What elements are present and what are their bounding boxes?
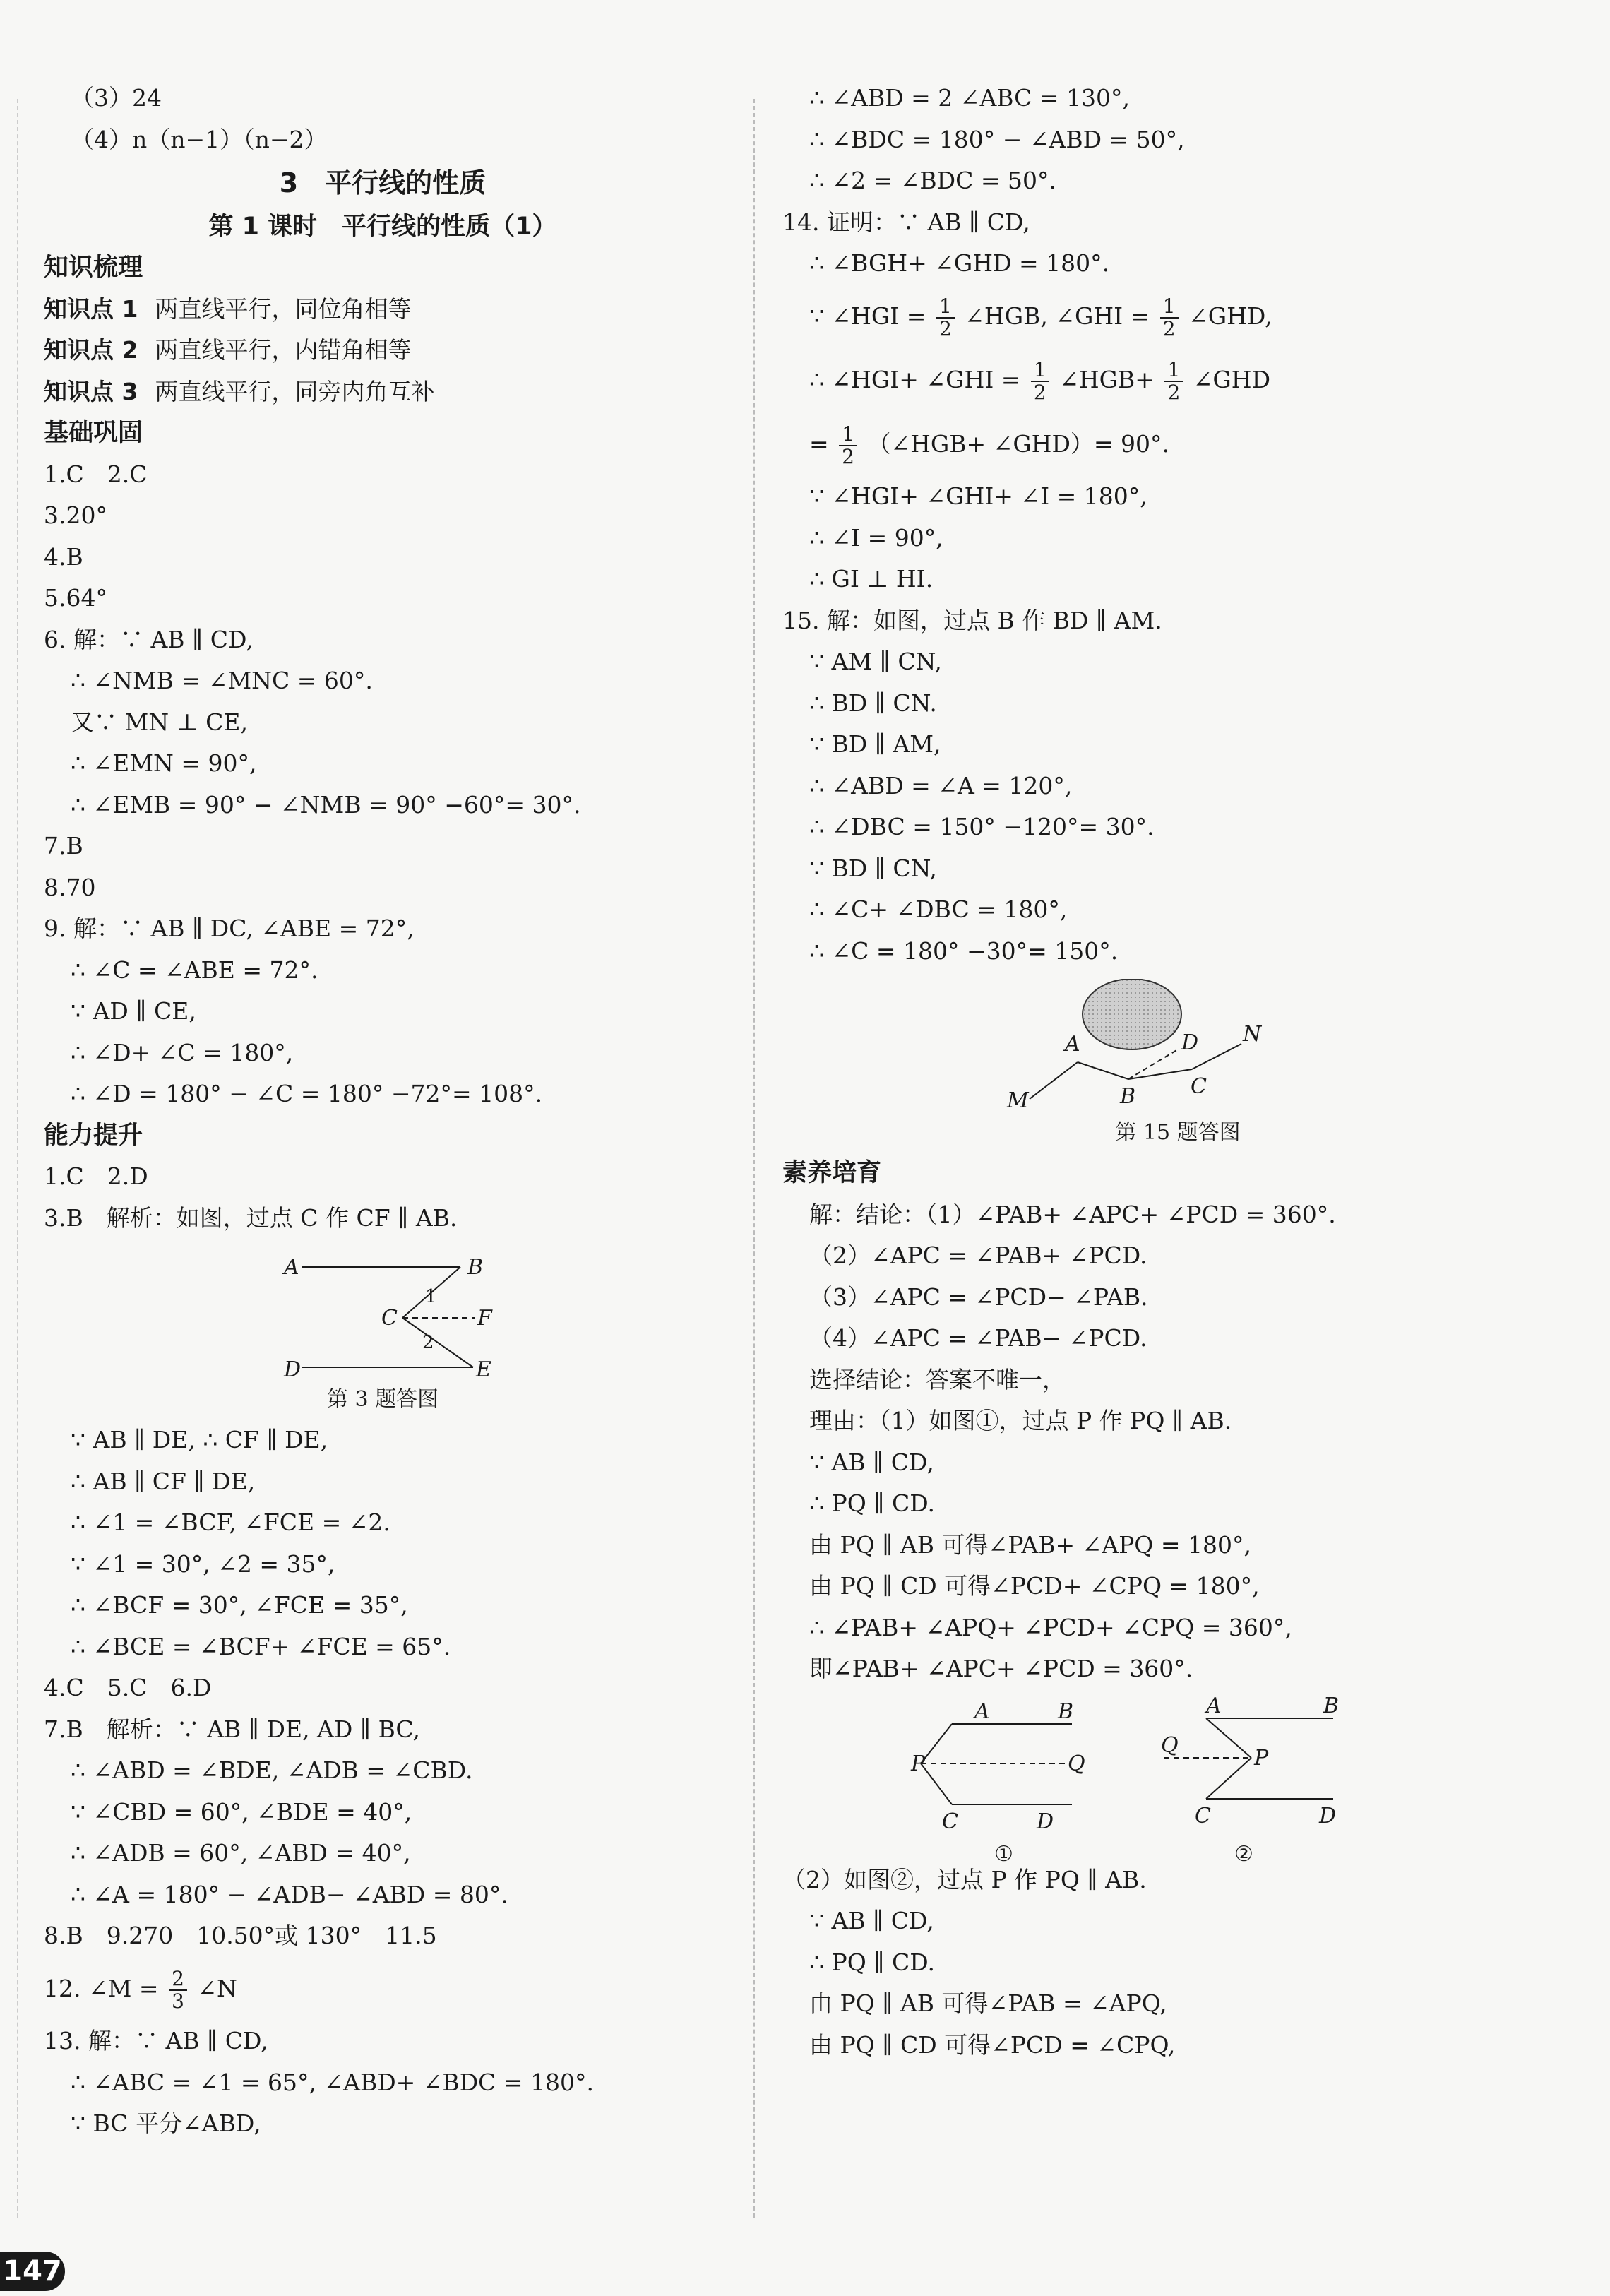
answer-line: ∴ ∠C+ ∠DBC = 180°, xyxy=(809,896,1068,923)
label-d: D xyxy=(284,1357,302,1382)
answer-line: （3）24 xyxy=(71,84,162,112)
answer-line: ∵ BD ∥ CN, xyxy=(809,854,937,882)
answer-line: ∴ ∠I = 90°, xyxy=(809,523,943,552)
answer-line: ∵ BD ∥ AM, xyxy=(809,730,941,758)
kp-label: 知识点 2 xyxy=(44,336,138,364)
answer-line: ∴ ∠BCF = 30°, ∠FCE = 35°, xyxy=(71,1591,408,1619)
answer-line: 即∠PAB+ ∠APC+ ∠PCD = 360°. xyxy=(809,1655,1193,1682)
denominator: 2 xyxy=(1033,381,1046,404)
answer-line: ∴ ∠BGH+ ∠GHD = 180°. xyxy=(809,249,1110,277)
answer-line: 15. 解：如图，过点 B 作 BD ∥ AM. xyxy=(782,606,1162,634)
label-q: Q xyxy=(1068,1751,1085,1776)
answer-line: ∴ PQ ∥ CD. xyxy=(809,1489,935,1517)
text: ∠N xyxy=(197,1974,237,2002)
label-a: A xyxy=(1065,1032,1080,1057)
answer-line: ∵ ∠1 = 30°, ∠2 = 35°, xyxy=(71,1549,335,1578)
answer-line: 由 PQ ∥ AB 可得∠PAB = ∠APQ, xyxy=(809,1989,1167,2017)
numerator: 2 xyxy=(169,1968,187,1991)
answer-line: ∴ AB ∥ CF ∥ DE, xyxy=(71,1467,256,1495)
numerator: 1 xyxy=(839,424,857,446)
angle-1-label: 1 xyxy=(425,1286,437,1307)
figure-caption: 第 15 题答图 xyxy=(1115,1120,1241,1145)
label-d: D xyxy=(1319,1803,1337,1828)
answer-line: ∵ AB ∥ DE, ∴ CF ∥ DE, xyxy=(71,1426,328,1453)
answer-line: ∴ ∠BCE = ∠BCF+ ∠FCE = 65°. xyxy=(71,1632,451,1660)
kp-label: 知识点 3 xyxy=(44,377,138,405)
label-c: C xyxy=(942,1809,958,1834)
fraction xyxy=(169,1968,187,2012)
answer-line: 又∵ MN ⊥ CE, xyxy=(71,708,248,736)
answer-line: 由 PQ ∥ AB 可得∠PAB+ ∠APQ = 180°, xyxy=(809,1530,1251,1559)
text: ∴ ∠HGI+ ∠GHI = xyxy=(809,366,1021,393)
answer-line: ∴ ∠A = 180° − ∠ADB− ∠ABD = 80°. xyxy=(71,1880,508,1908)
answer-line: 5.64° xyxy=(44,584,107,612)
page-number: 147 xyxy=(0,2252,65,2291)
text: ∠GHD xyxy=(1193,366,1271,393)
label-c: C xyxy=(1191,1074,1207,1099)
denominator: 3 xyxy=(172,1989,184,2013)
answer-line: ∴ ∠ABD = ∠A = 120°, xyxy=(809,771,1073,799)
answer-line: 6. 解：∵ AB ∥ CD, xyxy=(44,625,254,653)
answer-line: ∵ AB ∥ CD, xyxy=(809,1907,934,1934)
label-a: A xyxy=(284,1255,299,1280)
answer-line: 1.C 2.C xyxy=(44,460,148,488)
answer-line: ∴ ∠ADB = 60°, ∠ABD = 40°, xyxy=(71,1839,411,1867)
text: ∵ ∠HGI = xyxy=(809,302,926,330)
text: （∠HGB+ ∠GHD）= 90°. xyxy=(867,429,1170,458)
knowledge-point-1 xyxy=(44,296,722,323)
right-column xyxy=(782,85,1573,2073)
denominator: 2 xyxy=(842,444,854,468)
left-margin-divider xyxy=(17,99,18,2218)
answer-line: 由 PQ ∥ CD 可得∠PCD+ ∠CPQ = 180°, xyxy=(809,1572,1260,1600)
answer-line-fraction xyxy=(782,355,1573,405)
answer-line-fraction xyxy=(782,420,1573,469)
answer-line: （4）∠APC = ∠PAB− ∠PCD. xyxy=(809,1324,1147,1352)
fraction xyxy=(1031,359,1049,403)
text: ∠GHD, xyxy=(1188,302,1272,330)
label-n: N xyxy=(1243,1022,1262,1047)
answer-line: 14. 证明：∵ AB ∥ CD, xyxy=(782,208,1030,236)
figure-caption: 第 3 题答图 xyxy=(326,1387,439,1412)
label-q: Q xyxy=(1161,1732,1179,1758)
text: 12. ∠M = xyxy=(44,1974,159,2002)
answer-line: 1.C 2.D xyxy=(44,1162,148,1190)
answer-line: ∵ BC 平分∠ABD, xyxy=(71,2110,261,2137)
answer-line: ∴ ∠D = 180° − ∠C = 180° −72°= 108°. xyxy=(71,1080,543,1107)
rock-shape xyxy=(1083,979,1181,1049)
denominator: 2 xyxy=(1162,316,1176,340)
answer-line: 7.B 解析：∵ AB ∥ DE, AD ∥ BC, xyxy=(44,1715,420,1743)
answer-line-fraction xyxy=(44,1964,722,2014)
label-d: D xyxy=(1037,1809,1054,1834)
figure-q15 xyxy=(782,979,1573,1120)
answer-line: （4）n（n−1）（n−2） xyxy=(71,125,328,153)
figure-q15-diagram xyxy=(782,979,1573,1120)
kp-text: 两直线平行，内错角相等 xyxy=(155,336,412,364)
label-b: B xyxy=(467,1255,484,1280)
answer-line: ∵ ∠CBD = 60°, ∠BDE = 40°, xyxy=(71,1797,412,1826)
numerator: 1 xyxy=(1031,359,1049,382)
answer-line: 由 PQ ∥ CD 可得∠PCD = ∠CPQ, xyxy=(809,2030,1176,2059)
figure-literacy-diagram xyxy=(782,1697,1573,1867)
answer-line: ∴ ∠NMB = ∠MNC = 60°. xyxy=(71,667,373,694)
figure-2-caption: ② xyxy=(1234,1841,1253,1867)
section-heading: 基础巩固 xyxy=(44,419,143,447)
answer-line: ∵ AB ∥ CD, xyxy=(809,1448,934,1476)
text: = xyxy=(809,429,829,458)
label-m: M xyxy=(1007,1088,1029,1113)
numerator: 1 xyxy=(1160,296,1179,319)
kp-label: 知识点 1 xyxy=(44,295,138,323)
answer-line: ∴ ∠ABD = 2 ∠ABC = 130°, xyxy=(809,84,1130,112)
answer-line: ∴ ∠EMB = 90° − ∠NMB = 90° −60°= 30°. xyxy=(71,790,581,819)
label-f: F xyxy=(477,1306,492,1331)
answer-line: 选择结论：答案不唯一， xyxy=(809,1365,1066,1393)
kp-text: 两直线平行，同位角相等 xyxy=(155,295,412,323)
answer-line: ∴ ∠D+ ∠C = 180°, xyxy=(71,1038,294,1066)
fraction xyxy=(839,424,857,468)
text: ∠HGB+ xyxy=(1059,366,1155,393)
answer-line: ∵ AD ∥ CE, xyxy=(71,997,196,1025)
answer-line: ∴ GI ⊥ HI. xyxy=(809,565,934,593)
label-p: P xyxy=(1254,1745,1269,1771)
figure-q3-diagram xyxy=(44,1246,722,1387)
answer-line: 3.B 解析：如图，过点 C 作 CF ∥ AB. xyxy=(44,1203,458,1232)
section-heading: 知识梳理 xyxy=(44,254,143,282)
answer-line: ∴ ∠ABC = ∠1 = 65°, ∠ABD+ ∠BDC = 180°. xyxy=(71,2068,595,2096)
answer-line: 8.B 9.270 10.50°或 130° 11.5 xyxy=(44,1922,437,1949)
label-p: P xyxy=(911,1751,926,1776)
answer-line: （2）如图②，过点 P 作 PQ ∥ AB. xyxy=(782,1865,1147,1893)
answer-line: 4.C 5.C 6.D xyxy=(44,1674,212,1701)
knowledge-point-3 xyxy=(44,379,722,405)
answer-line: （2）∠APC = ∠PAB+ ∠PCD. xyxy=(809,1242,1147,1269)
label-d: D xyxy=(1181,1030,1199,1055)
answer-line: 9. 解：∵ AB ∥ DC, ∠ABE = 72°, xyxy=(44,915,415,942)
figure-1-caption: ① xyxy=(994,1841,1013,1867)
answer-line: ∴ ∠ABD = ∠BDE, ∠ADB = ∠CBD. xyxy=(71,1756,473,1784)
answer-line: ∴ ∠C = ∠ABE = 72°. xyxy=(71,956,318,984)
answer-line: 解：结论：（1）∠PAB+ ∠APC+ ∠PCD = 360°. xyxy=(809,1200,1336,1228)
denominator: 2 xyxy=(938,316,952,340)
label-a: A xyxy=(1206,1696,1222,1718)
column-divider xyxy=(753,99,755,2218)
answer-line: ∴ PQ ∥ CD. xyxy=(809,1948,935,1976)
answer-line: 理由：（1）如图①，过点 P 作 PQ ∥ AB. xyxy=(809,1407,1232,1434)
label-b: B xyxy=(1058,1699,1074,1724)
answer-line: ∴ BD ∥ CN. xyxy=(809,689,937,717)
kp-text: 两直线平行，同旁内角互补 xyxy=(155,377,435,405)
answer-line: ∴ ∠BDC = 180° − ∠ABD = 50°, xyxy=(809,125,1185,153)
answer-line: ∴ ∠PAB+ ∠APQ+ ∠PCD+ ∠CPQ = 360°, xyxy=(809,1613,1292,1641)
figure-literacy xyxy=(782,1697,1573,1867)
answer-line: ∴ ∠1 = ∠BCF, ∠FCE = ∠2. xyxy=(71,1509,390,1536)
numerator: 1 xyxy=(1164,359,1183,382)
label-b: B xyxy=(1323,1696,1340,1718)
answer-line: 4.B xyxy=(44,542,83,571)
answer-line: （3）∠APC = ∠PCD− ∠PAB. xyxy=(809,1283,1148,1311)
answer-line: ∴ ∠EMN = 90°, xyxy=(71,749,257,777)
section-heading: 能力提升 xyxy=(44,1121,143,1150)
label-b: B xyxy=(1120,1084,1136,1109)
answer-line: ∴ ∠C = 180° −30°= 150°. xyxy=(809,936,1119,965)
label-a: A xyxy=(974,1699,990,1724)
denominator: 2 xyxy=(1167,381,1181,404)
left-column xyxy=(44,85,722,2152)
answer-line: ∴ ∠DBC = 150° −120°= 30°. xyxy=(809,813,1155,840)
answer-line: 8.70 xyxy=(44,873,96,901)
label-c: C xyxy=(1195,1803,1211,1828)
fraction xyxy=(1160,296,1179,340)
answer-line: 13. 解：∵ AB ∥ CD, xyxy=(44,2027,268,2054)
figure-q3 xyxy=(44,1246,722,1387)
label-e: E xyxy=(476,1357,491,1382)
answer-line-fraction xyxy=(782,292,1573,341)
fraction xyxy=(936,296,955,340)
answer-line: ∴ ∠2 = ∠BDC = 50°. xyxy=(809,167,1056,194)
angle-2-label: 2 xyxy=(422,1332,434,1353)
answer-line: 7.B xyxy=(44,832,83,859)
answer-line: ∵ AM ∥ CN, xyxy=(809,648,942,675)
knowledge-point-2 xyxy=(44,337,722,364)
answer-line: 3.20° xyxy=(44,501,107,529)
numerator: 1 xyxy=(936,296,955,319)
section-title: 3 平行线的性质 xyxy=(279,167,487,198)
text: ∠HGB, ∠GHI = xyxy=(965,302,1150,330)
fraction xyxy=(1164,359,1183,403)
answer-line: ∵ ∠HGI+ ∠GHI+ ∠I = 180°, xyxy=(809,482,1147,510)
section-heading: 素养培育 xyxy=(782,1159,882,1187)
label-c: C xyxy=(381,1306,398,1331)
lesson-title: 第 1 课时 平行线的性质（1） xyxy=(208,212,557,241)
